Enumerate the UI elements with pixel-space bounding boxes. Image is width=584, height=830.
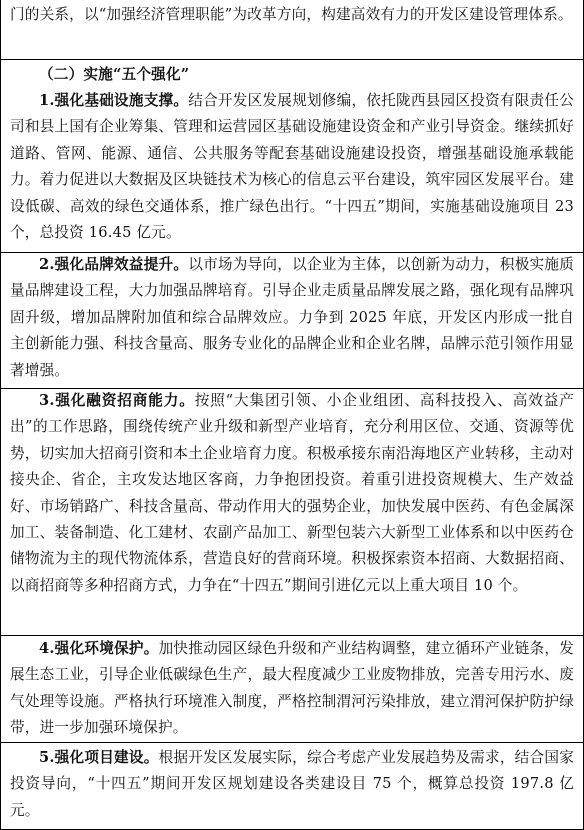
item-body-5: 根据开发区发展实际，综合考虑产业发展趋势及需求，结合国家投资导向，“十四五”期间开发区规划建设各类建设目 75 个，概算总投资 197.8 亿元。 <box>10 749 574 819</box>
item-lead-2: 2.强化品牌效益提升。 <box>39 256 189 273</box>
item-body-1: 结合开发区发展规划修编，依托陇西县园区投资有限责任公司和县上国有企业筹集、管理和运营园区基础设施建设资金和产业引导资金。继续抓好道路、管网、能源、通信、公共服务等配套基础设施建设投资，增强基础设施承载能力。着力促进以大数据及区块链技术为核心的信息云平台建设，筑牢园区发展平台。建设低碳、高效的绿色交通体系，推广绿色出行。“十四五”期间，实施基础设施项目 23 个，总投资 16.45 亿元。 <box>10 92 575 242</box>
section-heading: （二）实施“五个强化” <box>39 66 190 83</box>
item-body-3: 按照“大集团引领、小企业组团、高科技投入、高效益产出”的工作思路，围绕传统产业升级和新型产业培育，充分利用区位、交通、资源等优势，切实加大招商引资和本土企业培育力度。积极承接东南沿海地区产业转移，主动对接央企、省企，主攻发达地区客商，力争抱团投资。着重引进投资规模大、生产效益好、市场销路广、科技含量高、带动作用大的强势企业，加快发展中医药、有色金属深加工、装备制造、化工建材、农副产品加工、新型包装六大新型工业体系和以中医药仓储物流为主的现代物流体系，营造良好的营商环境。积极探索资本招商、大数据招商、以商招商等多种招商方式，力争在“十四五”期间引进亿元以上重大项目 10 个。 <box>10 392 575 594</box>
intro-paragraph <box>10 2 574 28</box>
item-body-4: 加快推动园区绿色升级和产业结构调整，建立循环产业链条，发展生态工业，引导企业低碳绿色生产，最大程度减少工业废物排放，完善专用污水、废气处理等设施。严格执行环境准入制度，严格控制渭河污染排放，建立渭河保护防护绿带，进一步加强环境保护。 <box>10 640 574 737</box>
item-paragraph-3 <box>10 388 574 599</box>
item-body-2: 以市场为导向，以企业为主体，以创新为动力，积极实施质量品牌建设工程，大力加强品牌培育。引导企业走质量品牌发展之路，强化现有品牌巩固升级，增加品牌附加值和综合品牌效应。力争到 2025 年底，开发区内形成一批自主创新能力强、科技含量高、服务专业化的品牌企业和企业名牌，品牌示范引领作用显著增强。 <box>10 256 575 379</box>
item-paragraph-4 <box>10 636 574 742</box>
item-lead-3: 3.强化融资招商能力。 <box>39 392 195 409</box>
divider <box>1 742 583 743</box>
divider <box>1 59 583 60</box>
item-lead-1: 1.强化基础设施支撑。 <box>39 92 189 109</box>
item-lead-4: 4.强化环境保护。 <box>39 640 159 657</box>
item-paragraph-2 <box>10 252 574 384</box>
item-lead-5: 5.强化项目建设。 <box>39 749 159 766</box>
intro-text: 门的关系，以“加强经济管理职能”为改革方向，构建高效有力的开发区建设管理体系。 <box>10 6 573 23</box>
item-paragraph-5 <box>10 745 574 824</box>
item-paragraph-1 <box>10 88 574 246</box>
